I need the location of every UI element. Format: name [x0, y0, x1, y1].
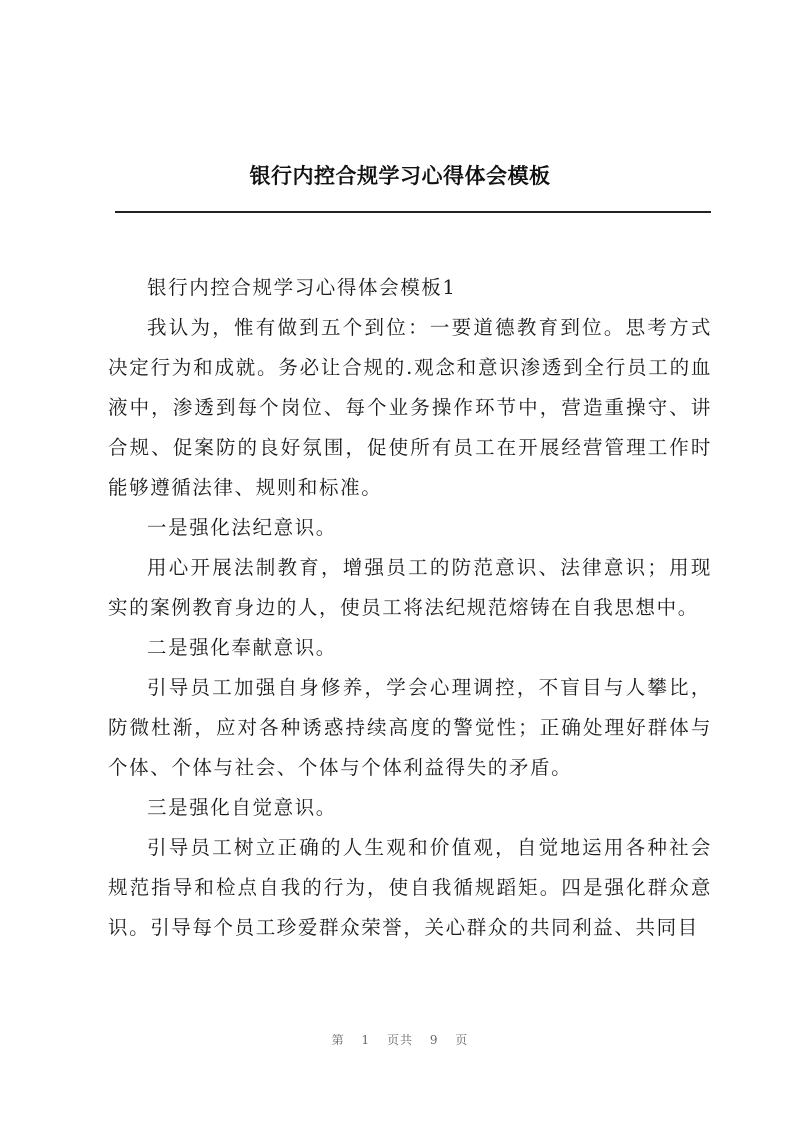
- footer-prefix: 第: [331, 1033, 345, 1047]
- paragraph: 引导员工树立正确的人生观和价值观，自觉地运用各种社会规范指导和检点自我的行为，使自我循规蹈矩。四是强化群众意识。引导每个员工珍爱群众荣誉，关心群众的共同利益、共同目: [108, 836, 712, 939]
- paragraph: 用心开展法制教育，增强员工的防范意识、法律意识；用现实的案例教育身边的人，使员工将法纪规范熔铸在自我思想中。: [108, 556, 712, 619]
- page-number-footer: [0, 1031, 800, 1048]
- current-page-number: 1: [361, 1033, 371, 1047]
- footer-suffix: 页: [455, 1033, 469, 1047]
- document-body: [108, 268, 712, 948]
- paragraph-heading: 二是强化奉献意识。: [147, 636, 337, 659]
- document-title: 银行内控合规学习心得体会模板: [249, 164, 551, 188]
- paragraph: 引导员工加强自身修养，学会心理调控，不盲目与人攀比，防微杜渐，应对各种诱惑持续高度的警觉性；正确处理好群体与个体、个体与社会、个体与个体利益得失的矛盾。: [108, 676, 712, 779]
- paragraph-subtitle: 银行内控合规学习心得体会模板1: [147, 276, 457, 299]
- total-page-count: 9: [429, 1033, 439, 1047]
- paragraph: 我认为，惟有做到五个到位：一要道德教育到位。思考方式决定行为和成就。务必让合规的.观念和意识渗透到全行员工的血液中，渗透到每个岗位、每个业务操作环节中，营造重操守、讲合规、促案防的良好氛围，促使所有员工在开展经营管理工作时能够遵循法律、规则和标准。: [108, 316, 712, 499]
- title-divider: [115, 211, 711, 213]
- footer-mid: 页共: [386, 1033, 413, 1047]
- paragraph-heading: 三是强化自觉意识。: [147, 796, 337, 819]
- paragraph-heading: 一是强化法纪意识。: [147, 516, 337, 539]
